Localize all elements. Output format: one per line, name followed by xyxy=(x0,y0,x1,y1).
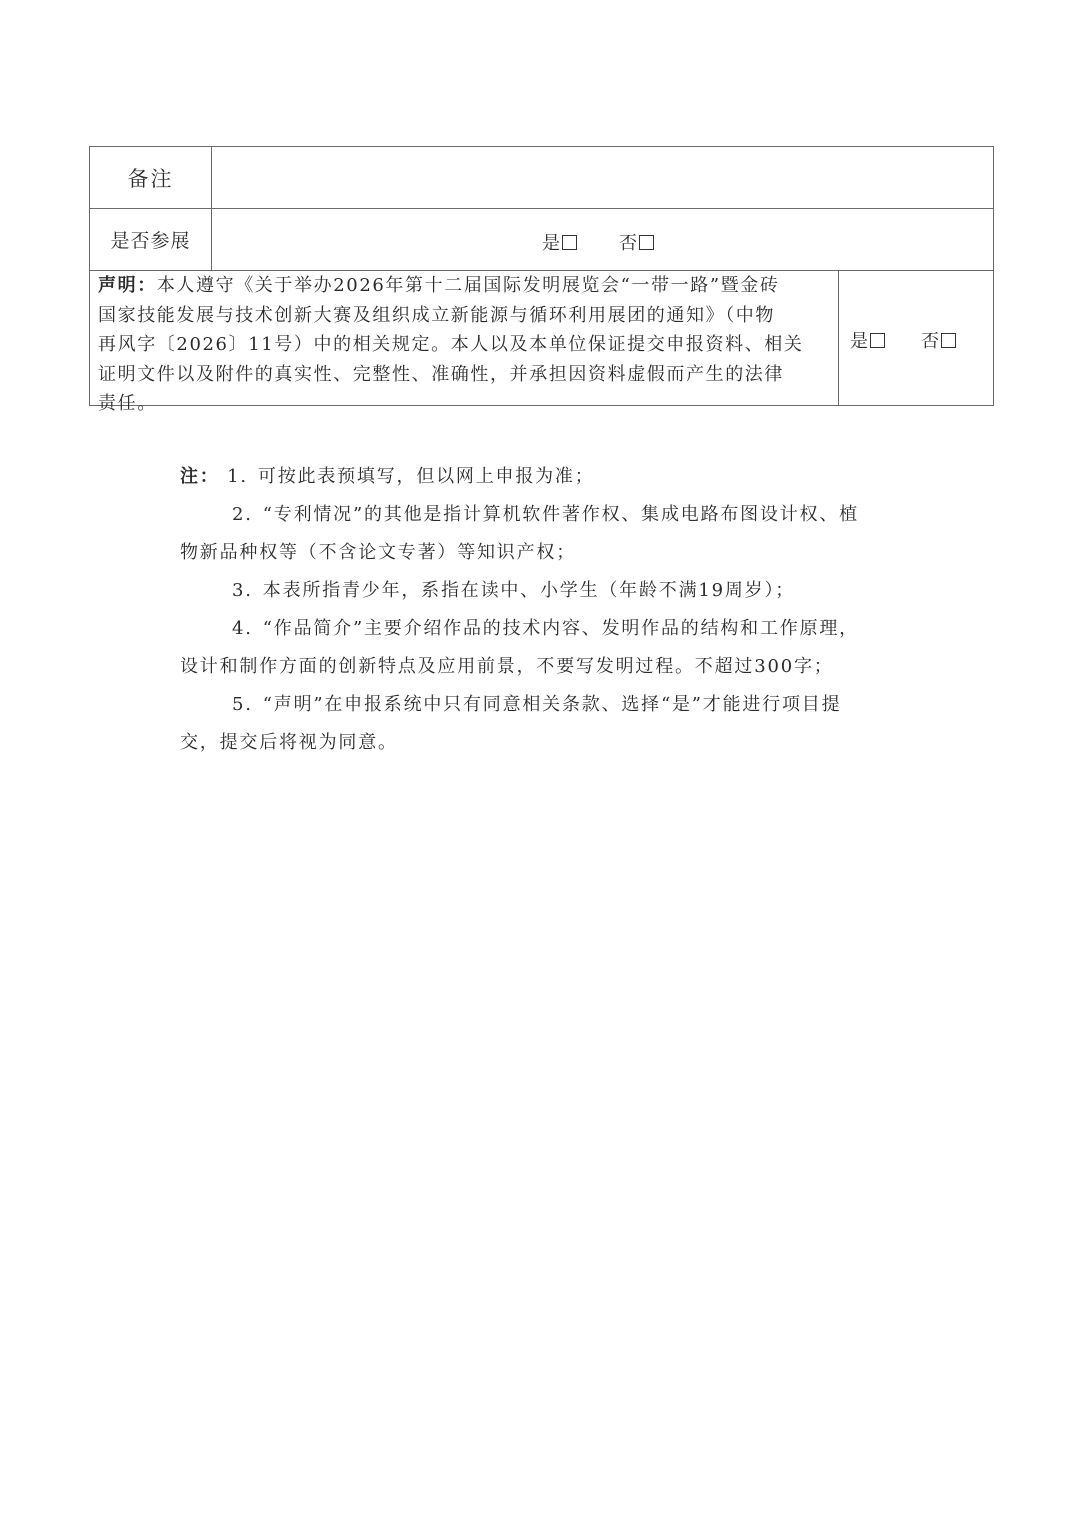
attend-exhibition-row xyxy=(90,209,993,271)
note-4: 4. “作品简介”主要介绍作品的技术内容、发明作品的结构和工作原理， xyxy=(232,618,859,639)
notes-section xyxy=(180,458,905,762)
attend-exhibition-label: 是否参展 xyxy=(90,209,212,270)
declaration-yes-label: 是 xyxy=(850,331,868,352)
declaration-line-3: 再风字〔2026〕11号）中的相关规定。本人以及本单位保证提交申报资料、相关 xyxy=(98,334,804,355)
declaration-line-2: 国家技能发展与技术创新大赛及组织成立新能源与循环利用展团的通知》（中物 xyxy=(98,304,775,326)
note-1: 注： 1. 可按此表预填写，但以网上申报为准； xyxy=(180,466,595,487)
declaration-line-5: 责任。 xyxy=(98,393,157,414)
application-form-table xyxy=(89,146,994,414)
attend-exhibition-value xyxy=(212,209,993,270)
remarks-row xyxy=(90,147,993,209)
note-3: 3. 本表所指青少年，系指在读中、小学生（年龄不满19周岁）； xyxy=(232,580,796,601)
attend-yes-option[interactable] xyxy=(542,229,577,255)
declaration-no-option[interactable] xyxy=(921,327,956,353)
note-4-cont: 设计和制作方面的创新特点及应用前景，不要写发明过程。不超过300字； xyxy=(180,656,834,677)
declaration-yes-checkbox[interactable] xyxy=(870,333,885,348)
declaration-yes-option[interactable] xyxy=(850,327,885,353)
declaration-text xyxy=(98,271,832,419)
declaration-no-label: 否 xyxy=(921,331,939,352)
notes-head: 注： xyxy=(180,466,220,487)
declaration-head: 声明： xyxy=(98,275,157,296)
attend-no-option[interactable] xyxy=(619,229,654,255)
declaration-line-4: 证明文件以及附件的真实性、完整性、准确性，并承担因资料虚假而产生的法律 xyxy=(98,363,784,385)
note-2: 2. “专利情况”的其他是指计算机软件著作权、集成电路布图设计权、植 xyxy=(232,504,859,525)
remarks-field[interactable] xyxy=(212,147,993,208)
declaration-row xyxy=(90,271,993,414)
note-5: 5. “声明”在申报系统中只有同意相关条款、选择“是”才能进行项目提 xyxy=(232,694,842,715)
attend-no-checkbox[interactable] xyxy=(639,235,654,250)
attend-no-label: 否 xyxy=(619,233,637,254)
declaration-no-checkbox[interactable] xyxy=(941,333,956,348)
attend-yes-label: 是 xyxy=(542,233,560,254)
remarks-label: 备注 xyxy=(90,147,212,208)
attend-yes-checkbox[interactable] xyxy=(562,235,577,250)
declaration-choices xyxy=(850,327,956,353)
attend-exhibition-choices xyxy=(542,229,654,255)
declaration-divider xyxy=(838,271,839,405)
note-5-cont: 交，提交后将视为同意。 xyxy=(180,732,398,753)
note-2-cont: 物新品种权等（不含论文专著）等知识产权； xyxy=(180,542,576,563)
declaration-line-1: 声明：本人遵守《关于举办2026年第十二届国际发明展览会“一带一路”暨金砖 xyxy=(98,275,780,296)
